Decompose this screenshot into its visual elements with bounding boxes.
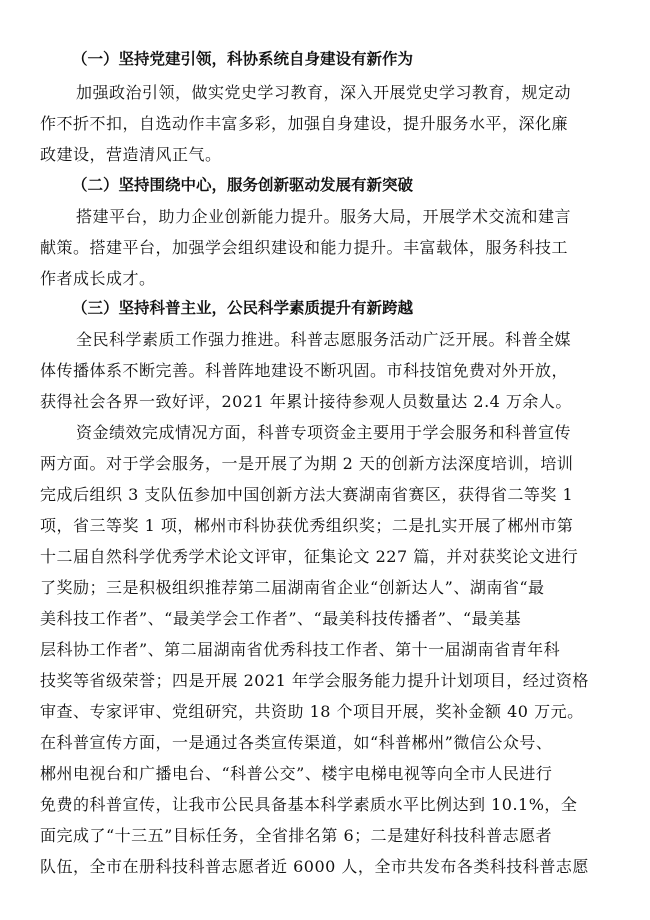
paragraph-line: 美科技工作者”、“最美学会工作者”、“最美科技传播者”、“最美基 bbox=[40, 609, 522, 628]
paragraph-line: 搭建平台，助力企业创新能力提升。服务大局，开展学术交流和建言 bbox=[76, 207, 572, 226]
paragraph-line: 面完成了“十三五”目标任务，全省排名第 6；二是建好科技科普志愿者 bbox=[40, 826, 553, 845]
paragraph-line: 政建设，营造清风正气。 bbox=[40, 145, 222, 164]
paragraph-line: 了奖励；三是积极组织推荐第二届湖南省企业“创新达人”、湖南省“最 bbox=[40, 578, 545, 597]
paragraph-line: 层科协工作者”、第二届湖南省优秀科技工作者、第十一届湖南省青年科 bbox=[40, 640, 561, 659]
paragraph-line: 资金绩效完成情况方面，科普专项资金主要用于学会服务和科普宣传 bbox=[76, 423, 572, 442]
paragraph-line: 技奖等省级荣誉；四是开展 2021 年学会服务能力提升计划项目，经过资格 bbox=[40, 671, 589, 690]
paragraph-line: 加强政治引领，做实党史学习教育，深入开展党史学习教育，规定动 bbox=[76, 83, 572, 102]
paragraph-line: 获得社会各界一致好评，2021 年累计接待参观人员数量达 2.4 万余人。 bbox=[40, 392, 572, 411]
paragraph-line: 体传播体系不断完善。科普阵地建设不断巩固。市科技馆免费对外开放， bbox=[40, 361, 569, 380]
paragraph-line: 十二届自然科学优秀学术论文评审，征集论文 227 篇，并对获奖论文进行 bbox=[40, 547, 579, 566]
section-heading-2: （二）坚持围绕中心，服务创新驱动发展有新突破 bbox=[72, 176, 414, 194]
section-heading-1: （一）坚持党建引领，科协系统自身建设有新作为 bbox=[72, 50, 414, 68]
paragraph-line: 献策。搭建平台，加强学会组织建设和能力提升。丰富载体，服务科技工 bbox=[40, 238, 569, 257]
paragraph-line: 两方面。对于学会服务，一是开展了为期 2 天的创新方法深度培训，培训 bbox=[40, 454, 574, 473]
paragraph-line: 全民科学素质工作强力推进。科普志愿服务活动广泛开展。科普全媒 bbox=[76, 330, 572, 349]
paragraph-line: 项，省三等奖 1 项，郴州市科协获优秀组织奖；二是扎实开展了郴州市第 bbox=[40, 516, 574, 535]
paragraph-line: 作者成长成才。 bbox=[40, 269, 156, 288]
paragraph-line: 免费的科普宣传，让我市公民具备基本科学素质水平比例达到 10.1%，全 bbox=[40, 795, 578, 814]
paragraph-line: 在科普宣传方面，一是通过各类宣传渠道，如“科普郴州”微信公众号、 bbox=[40, 733, 553, 752]
paragraph-line: 审查、专家评审、党组研究，共资助 18 个项目开展，奖补金额 40 万元。 bbox=[40, 702, 584, 721]
section-heading-3: （三）坚持科普主业，公民科学素质提升有新跨越 bbox=[72, 299, 414, 317]
paragraph-line: 作不折不扣，自选动作丰富多彩，加强自身建设，提升服务水平，深化廉 bbox=[40, 114, 569, 133]
paragraph-line: 队伍，全市在册科技科普志愿者近 6000 人，全市共发布各类科技科普志愿 bbox=[40, 857, 589, 876]
paragraph-line: 郴州电视台和广播电台、“科普公交”、楼宇电梯电视等向全市人民进行 bbox=[40, 764, 553, 783]
paragraph-line: 完成后组织 3 支队伍参加中国创新方法大赛湖南省赛区，获得省二等奖 1 bbox=[40, 485, 574, 504]
